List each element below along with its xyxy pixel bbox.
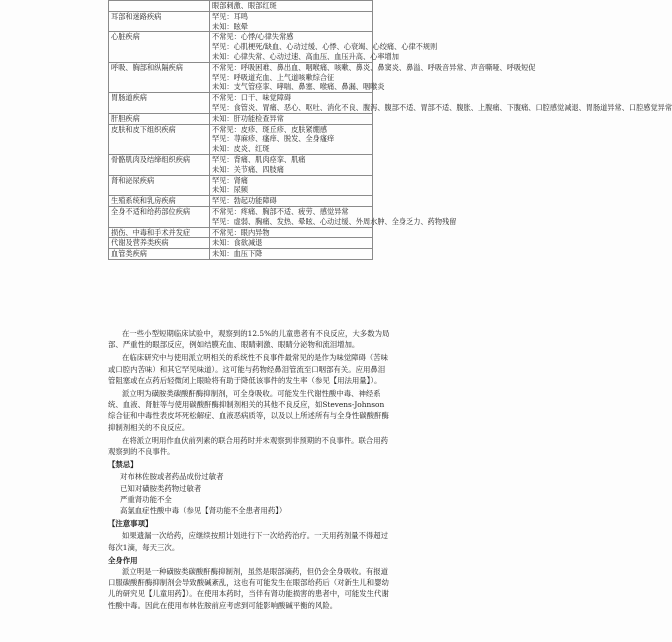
organ-system-cell: 骨骼肌肉及结缔组织疾病 xyxy=(109,154,210,175)
reaction-entry: 不常见：皮疹、斑丘疹、皮肤紧绷感 xyxy=(212,124,328,134)
organ-system-cell: 血管类疾病 xyxy=(109,249,210,260)
table-row xyxy=(109,113,373,124)
table-row xyxy=(109,124,373,154)
reaction-entries-cell xyxy=(210,227,373,238)
reaction-entry: 罕见：呼吸道充血、上气道咳嗽综合征 xyxy=(212,72,335,82)
contraindication-item: 已知对磺胺类药物过敏者 xyxy=(120,483,202,493)
contraindications-heading: 【禁忌】 xyxy=(108,460,138,470)
reaction-entry: 不常见：眼内异物 xyxy=(212,227,270,237)
reaction-entries-cell xyxy=(210,1,373,12)
table-row xyxy=(109,32,373,62)
systemic-effects-heading: 全身作用 xyxy=(108,555,138,565)
reaction-entry: 不常见：疼痛、胸部不适、疲劳、感觉异常 xyxy=(212,206,349,216)
reaction-entries-cell xyxy=(210,11,373,32)
organ-system-cell: 皮肤和皮下组织疾病 xyxy=(109,124,210,154)
reaction-entry: 不常见：口干、味觉障碍 xyxy=(212,93,292,103)
reaction-entry: 未知：尿频 xyxy=(212,185,248,195)
reaction-entry: 罕见：虚弱、胸痛、发热、晕眩、心动过缓、外周水肿、全身乏力、药物残留 xyxy=(212,216,457,226)
table-row xyxy=(109,227,373,238)
reaction-entry: 罕见：勃起功能障碍 xyxy=(212,196,277,206)
reaction-entry: 罕见：肾痛 xyxy=(212,175,248,185)
systemic-effects-paragraph: 派立明是一种磺胺类碳酸酐酶抑制剂，虽然是眼部滴药，但仍会全身吸收。有报道口服碳酸酐酶抑制剂会导致酸碱紊乱，这也有可能发生在眼部给药后（对新生儿和婴幼儿的研究见【儿童用药】）。在使用本药时，当伴有肾功能损害的患者中，可能发生代谢性酸中毒。因此在使用布林佐胺前应考虑到可能影响酸碱平衡的风险。 xyxy=(108,567,389,610)
reaction-entries-cell xyxy=(210,154,373,175)
table-row xyxy=(109,196,373,207)
table-row xyxy=(109,1,373,12)
reaction-entries-cell xyxy=(210,196,373,207)
organ-system-cell: 代谢及营养类疾病 xyxy=(109,238,210,249)
contraindication-item: 对布林佐胺或者药品成份过敏者 xyxy=(120,472,224,482)
paragraph-combination: 在将派立明用作血伏前列素的联合用药时并未观察到非预期的不良事件。联合用药观察到的不良事件。 xyxy=(108,435,389,457)
table-row xyxy=(109,154,373,175)
table-row xyxy=(109,62,373,92)
paragraph-pediatric: 在一些小型短期临床试验中，观察到的12.5%的儿童患者有不良反应，大多数为局部、严重性的眼部反应，例如结膜充血、眼睛刺激、眼睛分泌物和流泪增加。 xyxy=(108,329,390,350)
reaction-entries-cell xyxy=(210,93,672,114)
adverse-reactions-table xyxy=(108,0,672,260)
document-body xyxy=(108,328,390,613)
reaction-entry: 未知：关节痛、四肢痛 xyxy=(212,164,284,174)
adverse-reactions-table-body xyxy=(109,1,672,260)
reaction-entry: 罕见：食管炎、胃痛、恶心、呕吐、消化不良、腹泻、腹部不适、胃部不适、腹胀、上腹痛、下腹痛、口腔感觉减退、胃肠道异常、口腔感觉异常 xyxy=(212,102,672,112)
reaction-entry: 罕见：荨麻疹、瘙痒、脱发、全身瘙痒 xyxy=(212,134,335,144)
organ-system-cell: 肝胆疾病 xyxy=(109,113,210,124)
reaction-entry: 罕见：背痛、肌肉痉挛、肌痛 xyxy=(212,154,306,164)
reaction-entry: 罕见：心肌梗死/缺血、心动过缓、心悸、心衰竭、心绞痛、心律不规则 xyxy=(212,42,438,52)
organ-system-cell: 生殖系统和乳房疾病 xyxy=(109,196,210,207)
organ-system-cell: 肾和泌尿疾病 xyxy=(109,175,210,196)
contraindication-item: 严重肾功能不全 xyxy=(120,494,172,504)
organ-system-cell xyxy=(109,1,210,12)
reaction-entries-cell xyxy=(210,32,438,62)
reaction-entry: 未知：血压下降 xyxy=(212,249,263,259)
reaction-entry: 未知：皮炎、红斑 xyxy=(212,144,270,154)
reaction-entry: 未知：支气管痉挛、哮喘、鼻塞、喉痛、鼻漏、咽喉炎 xyxy=(212,82,385,92)
organ-system-cell: 全身不适和给药部位疾病 xyxy=(109,206,210,227)
organ-system-cell: 损伤、中毒和手术并发症 xyxy=(109,227,210,238)
reaction-entries-cell xyxy=(210,249,373,260)
paragraph-systemic-events: 在临床研究中与使用派立明相关的系统性不良事件最常见的是作为味觉障碍（苦味或口腔内苦味）和其它罕见味道）。这可能与药物经鼻泪管流至口咽部有关。应用鼻泪管阻塞或在点药后轻微闭上眼睑将有助于降低该事件的发生率（参见【用法用量】）。 xyxy=(108,353,389,385)
table-row xyxy=(109,93,373,114)
organ-system-cell: 耳部和迷路疾病 xyxy=(109,11,210,32)
reaction-entry: 未知：眩晕 xyxy=(212,21,248,31)
reaction-entry: 不常见：呼吸困难、鼻出血、咽喉痛、咳嗽、鼻炎、鼻窦炎、鼻溢、呼吸音异常、声音嘶哑、呼吸短促 xyxy=(212,62,536,72)
reaction-entries-cell xyxy=(210,206,457,227)
reaction-entry: 未知：食欲减退 xyxy=(212,238,263,248)
paragraph-sulfonamide: 派立明为磺胺类碳酸酐酶抑制剂，可全身吸收。可能发生代谢性酸中毒、神经系统、血液、肾脏等与使用碳酸酐酶抑制剂相关的其他不良反应，如Stevens-Johnson综合征和中毒性表皮坏死松解症、血液恶病质等，以及以上所述所有与全身性碳酸酐酶抑制剂相关的不良反应。 xyxy=(108,389,389,432)
precautions-heading: 【注意事项】 xyxy=(108,519,153,529)
reaction-entry: 眼部刺激、眼部红斑 xyxy=(212,1,277,10)
table-row xyxy=(109,11,373,32)
table-row xyxy=(109,238,373,249)
reaction-entries-cell xyxy=(210,124,373,154)
reaction-entries-cell xyxy=(210,113,373,124)
organ-system-cell: 心脏疾病 xyxy=(109,32,210,62)
reaction-entry: 不常见：心悸/心律失常感 xyxy=(212,32,294,42)
table-row xyxy=(109,206,373,227)
reaction-entry: 罕见：耳鸣 xyxy=(212,11,248,21)
reaction-entries-cell xyxy=(210,175,373,196)
organ-system-cell: 呼吸、胸部和纵隔疾病 xyxy=(109,62,210,92)
table-row xyxy=(109,249,373,260)
table-row xyxy=(109,175,373,196)
reaction-entry: 未知：心律失常、心动过速、高血压、血压升高、心率增加 xyxy=(212,51,399,61)
reaction-entry: 未知：肝功能检查异常 xyxy=(212,113,284,123)
organ-system-cell: 胃肠道疾病 xyxy=(109,93,210,114)
reaction-entries-cell xyxy=(210,238,373,249)
contraindication-item: 高氯血症性酸中毒（参见【肾功能不全患者用药】） xyxy=(120,506,287,516)
precautions-paragraph: 如果遗漏一次给药，应继续按照计划进行下一次给药治疗。一天用药剂量不得超过每次1滴，每天三次。 xyxy=(108,531,389,552)
reaction-entries-cell xyxy=(210,62,536,92)
